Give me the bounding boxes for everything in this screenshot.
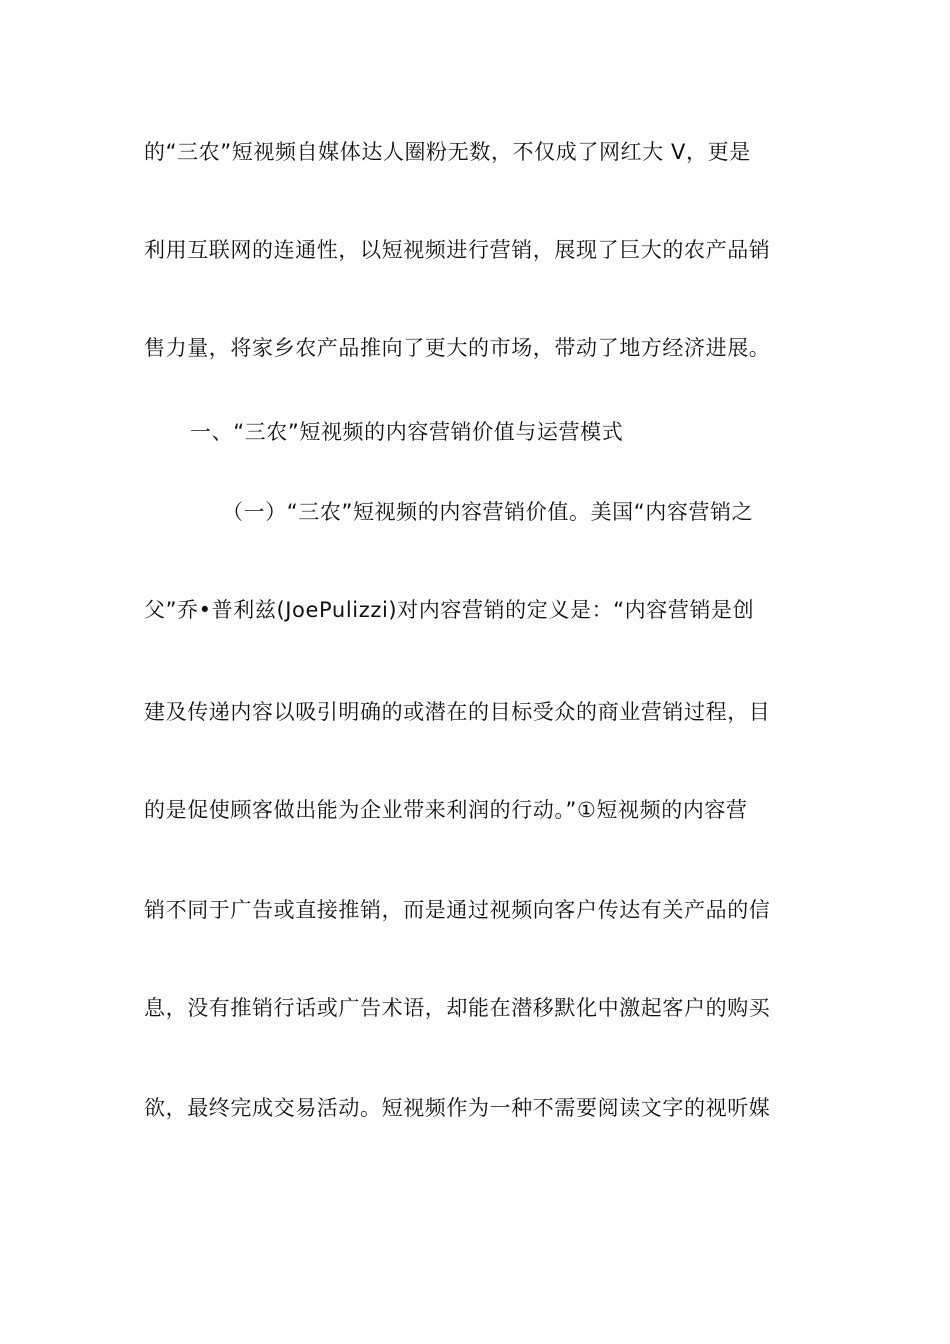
body-text-line: 的是促使顾客做出能为企业带来利润的行动。”①短视频的内容营 — [144, 798, 748, 822]
body-text-line: 的“三农”短视频自媒体达人圈粉无数，不仅成了网红大 V，更是 — [144, 140, 751, 164]
subsection-heading-line: （一）“三农”短视频的内容营销价值。美国“内容营销之 — [222, 500, 754, 524]
body-text-line: 销不同于广告或直接推销，而是通过视频向客户传达有关产品的信 — [144, 898, 771, 922]
body-text-line: 息，没有推销行话或广告术语，却能在潜移默化中激起客户的购买 — [144, 996, 771, 1020]
body-text-line: 利用互联网的连通性，以短视频进行营销，展现了巨大的农产品销 — [144, 238, 771, 262]
body-text-line: 建及传递内容以吸引明确的或潜在的目标受众的商业营销过程，目 — [144, 700, 771, 724]
body-text-line: 售力量，将家乡农产品推向了更大的市场，带动了地方经济进展。 — [144, 336, 771, 360]
section-heading: 一、“三农”短视频的内容营销价值与运营模式 — [190, 420, 624, 444]
body-text-line: 欲，最终完成交易活动。短视频作为一种不需要阅读文字的视听媒 — [144, 1096, 771, 1120]
body-text-line: 父”乔•普利兹(JoePulizzi)对内容营销的定义是：“内容营销是创 — [144, 598, 755, 622]
